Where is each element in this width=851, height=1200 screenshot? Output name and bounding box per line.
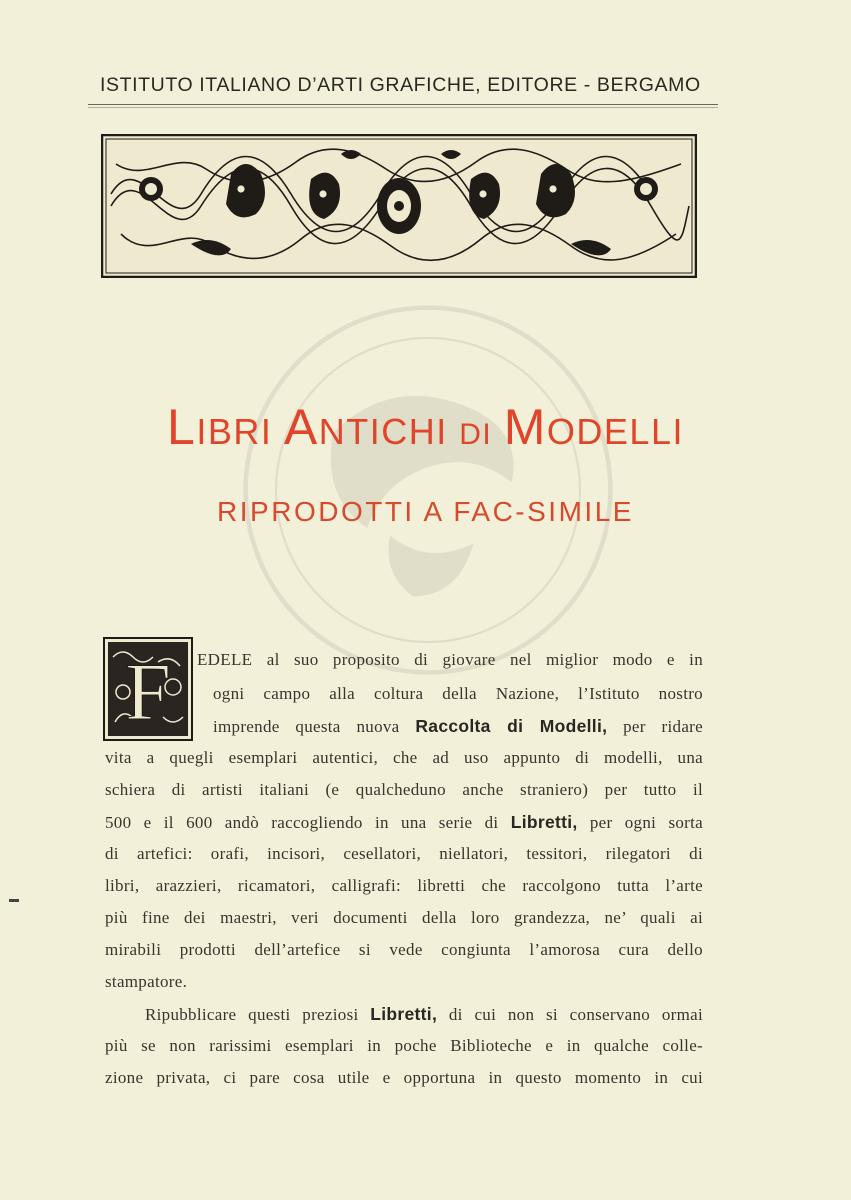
page-title — [0, 398, 851, 456]
watermark-seal-icon — [238, 300, 618, 680]
text-line: schiera di artisti italiani (e qualcheduno anche straniero) per tutto il — [105, 780, 703, 799]
title-initial-l: L — [167, 399, 197, 455]
header-rule — [88, 104, 718, 105]
text-line: più se non rarissimi esemplari in poche Biblioteche e in qualche colle- — [105, 1036, 703, 1055]
text-line: EDELE al suo proposito di giovare nel miglior modo e in — [197, 650, 703, 669]
publisher-header: ISTITUTO ITALIANO D’ARTI GRAFICHE, EDITORE - BERGAMO — [100, 74, 701, 96]
title-word-libri: IBRI — [196, 411, 273, 452]
ornamental-frieze-icon — [101, 134, 697, 278]
text-line: vita a quegli esemplari autentici, che ad uso appunto di modelli, una — [105, 748, 703, 767]
text-line: mirabili prodotti dell’artefice si vede congiunta l’amorosa cura dello — [105, 940, 703, 959]
margin-mark — [9, 899, 19, 902]
page-subtitle: RIPRODOTTI A FAC-SIMILE — [217, 496, 634, 527]
text-line: 500 e il 600 andò raccogliendo in una serie di Libretti, per ogni sorta — [105, 812, 703, 832]
text-line: stampatore. — [105, 972, 188, 991]
dropcap-letter: F — [125, 646, 171, 737]
text-line: di artefici: orafi, incisori, cesellatori, niellatori, tessitori, rilegatori di — [105, 844, 703, 863]
title-initial-m: M — [503, 399, 547, 455]
text-line: libri, arazzieri, ricamatori, calligrafi: libretti che raccolgono tutta l’arte — [105, 876, 703, 895]
text-line: imprende questa nuova Raccolta di Modelli, per ridare — [213, 716, 703, 736]
ornate-initial-f-icon — [103, 637, 193, 741]
title-word-di: DI — [459, 418, 493, 451]
text-line: Ripubblicare questi preziosi Libretti, di cui non si conservano ormai — [145, 1004, 703, 1024]
title-initial-a: A — [283, 399, 319, 455]
text-line: zione privata, ci pare cosa utile e opportuna in questo momento in cui — [105, 1068, 703, 1087]
text-line: ogni campo alla coltura della Nazione, l’Istituto nostro — [213, 684, 703, 703]
title-word-antichi: NTICHI — [318, 411, 448, 452]
header-rule-thin — [88, 107, 718, 108]
text-line: più fine dei maestri, veri documenti della loro grandezza, ne’ quali ai — [105, 908, 703, 927]
title-word-modelli: ODELLI — [546, 411, 684, 452]
